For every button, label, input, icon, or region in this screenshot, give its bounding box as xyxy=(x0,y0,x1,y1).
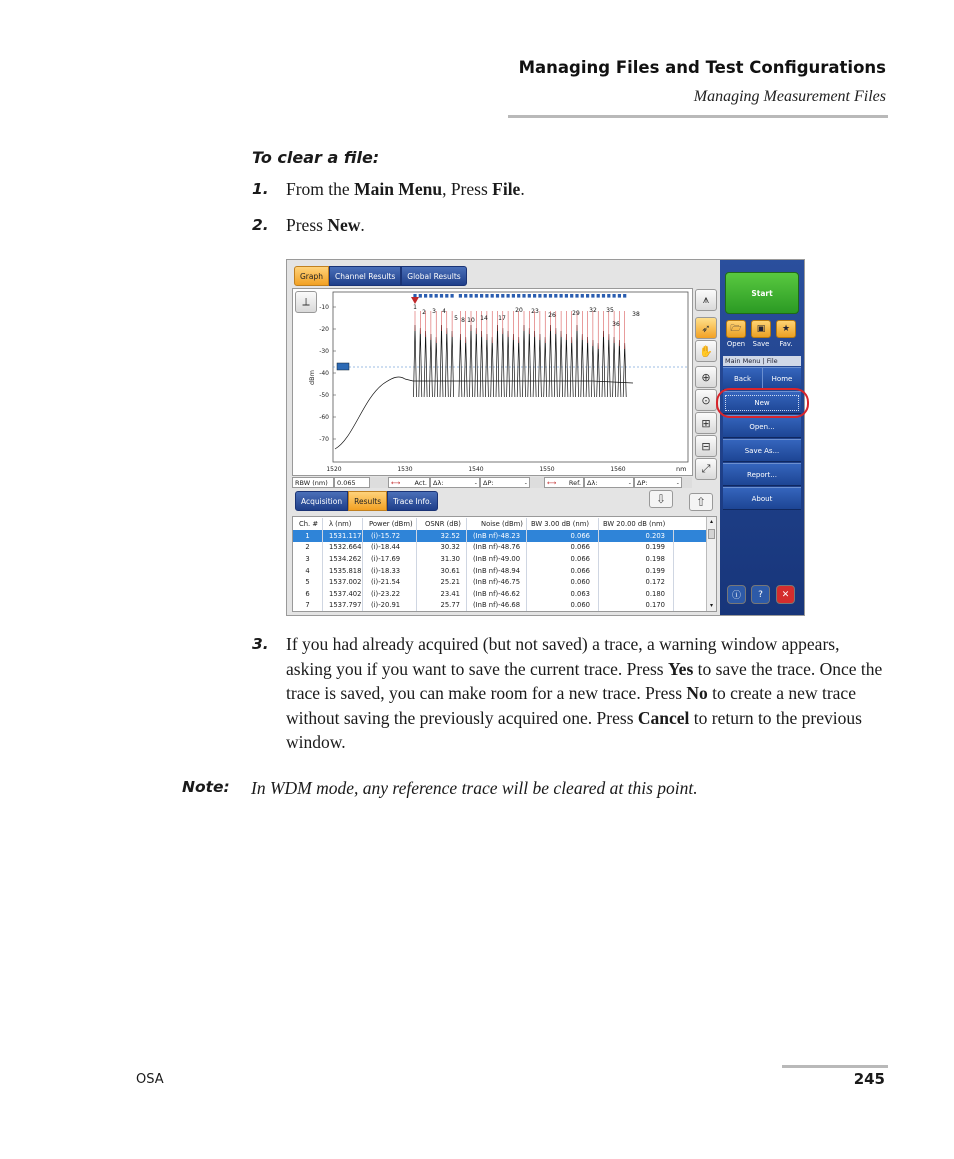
footer-product: OSA xyxy=(136,1072,164,1087)
table-cell: 32.52 xyxy=(417,530,467,542)
table-cell: 25.21 xyxy=(417,576,467,588)
zoom-area-icon[interactable]: ⊕ xyxy=(695,366,717,388)
table-cell: 23.41 xyxy=(417,588,467,600)
y-tick-label: -60 xyxy=(319,414,329,421)
new-button[interactable]: New xyxy=(723,391,801,414)
x-tick-label: 1540 xyxy=(468,466,484,473)
col-header[interactable]: Noise (dBm) xyxy=(467,518,527,530)
tab-channel-results[interactable]: Channel Results xyxy=(329,266,401,286)
step-text: If you had already acquired (but not saved) a trace, a warning window appears, asking you if you want to save the current trace. Press Yes to save the trace. Once the trace is saved, you can make room for a new trace. Press No to create a new trace without saving the previously acquired one. Press Cancel to return to the previous window. xyxy=(286,634,883,752)
step-number: 3. xyxy=(252,635,269,653)
table-cell: 30.61 xyxy=(417,565,467,577)
table-row[interactable] xyxy=(293,542,708,554)
table-row[interactable] xyxy=(293,565,708,577)
spectrum-svg xyxy=(293,289,694,477)
y-tick-label: -70 xyxy=(319,436,329,443)
channel-label: 36 xyxy=(612,321,620,328)
table-cell: 0.060 xyxy=(527,600,599,612)
favorite-star-icon[interactable]: ★ xyxy=(776,320,796,338)
table-header xyxy=(293,518,708,530)
channel-label: 29 xyxy=(572,310,580,317)
about-button[interactable]: About xyxy=(723,487,801,510)
fav-label: Fav. xyxy=(779,340,793,348)
y-tick-label: -20 xyxy=(319,326,329,333)
channel-indicator xyxy=(491,294,494,298)
marker-tool-icon[interactable]: ⟂ xyxy=(295,291,317,313)
channel-indicator xyxy=(613,294,616,298)
channel-indicator xyxy=(560,294,563,298)
channel-indicator xyxy=(469,294,472,298)
close-icon[interactable]: ✕ xyxy=(776,585,795,604)
col-header[interactable]: BW 3.00 dB (nm) xyxy=(527,518,599,530)
step-number: 2. xyxy=(252,216,269,234)
table-cell: 0.198 xyxy=(599,553,674,565)
channel-indicator xyxy=(607,294,610,298)
y-tick-label: -40 xyxy=(319,370,329,377)
x-tick-label: 1520 xyxy=(326,466,342,473)
channel-indicator xyxy=(522,294,525,298)
table-cell: 0.180 xyxy=(599,588,674,600)
step-text: From the Main Menu, Press File. xyxy=(286,179,525,199)
channel-label: 1 xyxy=(413,304,417,311)
tab-results[interactable]: Results xyxy=(348,491,387,511)
table-cell: 0.066 xyxy=(527,565,599,577)
scroll-thumb[interactable] xyxy=(708,529,715,539)
osa-screenshot xyxy=(286,259,805,616)
channel-indicator xyxy=(602,294,605,298)
table-scrollbar[interactable] xyxy=(706,517,716,611)
table-cell: 7 xyxy=(293,600,323,612)
table-cell: 1537.002 xyxy=(323,576,363,588)
channel-indicator xyxy=(544,294,547,298)
channel-indicator xyxy=(512,294,515,298)
channel-indicator xyxy=(429,294,432,298)
channel-label: 32 xyxy=(589,307,597,314)
table-cell: (i)-18.44 xyxy=(363,542,417,554)
zoom-icon[interactable]: ⊙ xyxy=(695,389,717,411)
breadcrumb: Main Menu | File xyxy=(723,356,801,366)
home-button[interactable]: Home xyxy=(762,367,801,390)
table-row[interactable] xyxy=(293,553,708,565)
channel-indicator xyxy=(496,294,499,298)
table-cell: 0.199 xyxy=(599,542,674,554)
page-number: 245 xyxy=(853,1070,885,1088)
save-disk-icon[interactable]: ▣ xyxy=(751,320,771,338)
hand-pan-icon[interactable]: ✋ xyxy=(695,340,717,362)
tab-global-results[interactable]: Global Results xyxy=(401,266,466,286)
table-row[interactable] xyxy=(293,576,708,588)
scroll-down-icon[interactable]: ▾ xyxy=(709,602,713,609)
scroll-up-icon[interactable]: ▴ xyxy=(709,518,713,525)
table-cell: 0.170 xyxy=(599,600,674,612)
table-cell: 30.32 xyxy=(417,542,467,554)
tab-graph[interactable]: Graph xyxy=(294,266,329,286)
table-cell: 1534.262 xyxy=(323,553,363,565)
chapter-title: Managing Files and Test Configurations xyxy=(518,58,886,77)
back-button[interactable]: Back xyxy=(723,367,762,390)
new-button-highlight xyxy=(716,388,809,418)
col-header[interactable]: BW 20.00 dB (nm) xyxy=(603,519,666,528)
channel-indicator xyxy=(533,294,536,298)
table-cell: 0.060 xyxy=(527,576,599,588)
table-cell: 0.066 xyxy=(527,542,599,554)
table-cell: 31.30 xyxy=(417,553,467,565)
channel-indicator xyxy=(565,294,568,298)
table-cell: 0.066 xyxy=(527,553,599,565)
rbw-label: RBW (nm) xyxy=(292,477,334,488)
zoom-in-icon[interactable]: ⊞ xyxy=(695,412,717,434)
table-cell: 1535.818 xyxy=(323,565,363,577)
procedure-title: To clear a file: xyxy=(252,148,380,167)
ref-marker-toggle[interactable]: ⟷ Ref. xyxy=(544,477,584,488)
channel-indicator xyxy=(445,294,448,298)
table-cell: (i)-20.91 xyxy=(363,600,417,612)
channel-indicator xyxy=(575,294,578,298)
results-table xyxy=(292,516,717,612)
channel-label: 8 xyxy=(461,317,465,324)
ref-delta-lambda: Δλ: - xyxy=(584,477,634,488)
report-button[interactable]: Report... xyxy=(723,463,801,486)
open-button[interactable]: Open... xyxy=(723,415,801,438)
channel-indicator xyxy=(501,294,504,298)
table-cell: (InB nf)-46.62 xyxy=(467,588,527,600)
channel-indicator xyxy=(507,294,510,298)
table-cell: 5 xyxy=(293,576,323,588)
channel-indicator xyxy=(517,294,520,298)
table-cell: 2 xyxy=(293,542,323,554)
channel-label: 3 xyxy=(432,308,436,315)
channel-label: 23 xyxy=(531,308,539,315)
table-cell: (InB nf)-46.75 xyxy=(467,576,527,588)
col-header[interactable]: OSNR (dB) xyxy=(417,518,467,530)
channel-indicator xyxy=(440,294,443,298)
step-number: 1. xyxy=(252,180,269,198)
channel-label: 5 xyxy=(454,315,458,322)
table-cell: 4 xyxy=(293,565,323,577)
col-header[interactable]: λ (nm) xyxy=(323,518,363,530)
result-tabs xyxy=(295,491,438,511)
channel-indicator xyxy=(424,294,427,298)
channel-indicator xyxy=(459,294,462,298)
channel-indicator xyxy=(597,294,600,298)
table-cell: (i)-23.22 xyxy=(363,588,417,600)
spectrum-view-icon[interactable]: ⩚ xyxy=(695,289,717,311)
table-cell: (i)-17.69 xyxy=(363,553,417,565)
open-folder-icon[interactable]: 🗁 xyxy=(726,320,746,338)
channel-indicator xyxy=(480,294,483,298)
tab-acquisition[interactable]: Acquisition xyxy=(295,491,348,511)
col-header[interactable]: Power (dBm) xyxy=(363,518,417,530)
act-delta-power: ΔP: - xyxy=(480,477,530,488)
x-tick-label: 1560 xyxy=(610,466,626,473)
rbw-value: 0.065 xyxy=(334,477,370,488)
channel-indicator xyxy=(528,294,531,298)
x-tick-label: 1550 xyxy=(539,466,555,473)
table-row[interactable] xyxy=(293,530,708,542)
pointer-icon[interactable]: ➶ xyxy=(695,317,717,339)
table-cell: 0.199 xyxy=(599,565,674,577)
ref-delta-power: ΔP: - xyxy=(634,477,682,488)
col-header[interactable]: Ch. # xyxy=(293,518,323,530)
table-cell: (i)-15.72 xyxy=(363,530,417,542)
channel-label: 4 xyxy=(442,308,446,315)
save-as-button[interactable]: Save As... xyxy=(723,439,801,462)
start-button[interactable]: Start xyxy=(725,272,799,314)
channel-indicator xyxy=(464,294,467,298)
table-cell: 0.066 xyxy=(527,530,599,542)
table-cell: (InB nf)-46.68 xyxy=(467,600,527,612)
step-text: Press New. xyxy=(286,215,365,235)
table-cell: 0.172 xyxy=(599,576,674,588)
channel-indicator xyxy=(618,294,621,298)
y-tick-label: -50 xyxy=(319,392,329,399)
y-tick-label: -30 xyxy=(319,348,329,355)
note-label: Note: xyxy=(182,778,230,796)
footer-rule xyxy=(782,1065,888,1068)
table-cell: 1537.797 xyxy=(323,600,363,612)
main-tabs xyxy=(294,266,467,286)
channel-indicator xyxy=(581,294,584,298)
table-cell: (InB nf)-48.23 xyxy=(467,530,527,542)
table-cell: (i)-18.33 xyxy=(363,565,417,577)
open-label: Open xyxy=(726,340,746,348)
channel-indicator xyxy=(623,294,626,298)
arrow-down-icon[interactable]: ⇩ xyxy=(649,490,673,508)
channel-indicator xyxy=(554,294,557,298)
channel-label: 38 xyxy=(632,311,640,318)
act-marker-toggle[interactable]: ⟷ Act. xyxy=(388,477,430,488)
y-unit-label: dBm xyxy=(308,370,316,385)
channel-indicator xyxy=(549,294,552,298)
channel-label: 26 xyxy=(548,312,556,319)
channel-label: 2 xyxy=(422,309,426,316)
table-cell: 1531.117 xyxy=(323,530,363,542)
note-text: In WDM mode, any reference trace will be cleared at this point. xyxy=(251,778,698,798)
spectrum-graph xyxy=(292,288,693,476)
table-cell: 6 xyxy=(293,588,323,600)
arrow-up-icon[interactable]: ⇧ xyxy=(689,493,713,511)
full-view-icon[interactable]: ⤢ xyxy=(695,458,717,480)
info-icon[interactable]: ⓘ xyxy=(727,585,746,604)
channel-indicator xyxy=(475,294,478,298)
channel-indicator xyxy=(435,294,438,298)
channel-indicator xyxy=(538,294,541,298)
header-rule xyxy=(508,115,888,118)
table-row[interactable] xyxy=(293,600,708,612)
channel-indicator xyxy=(451,294,454,298)
table-cell: 3 xyxy=(293,553,323,565)
x-tick-label: 1530 xyxy=(397,466,413,473)
channel-indicator xyxy=(591,294,594,298)
save-label: Save xyxy=(752,340,770,348)
channel-label: 10 xyxy=(467,317,475,324)
table-cell: 1532.664 xyxy=(323,542,363,554)
section-subtitle: Managing Measurement Files xyxy=(693,88,886,105)
measurement-bar xyxy=(292,477,692,488)
help-icon[interactable]: ? xyxy=(751,585,770,604)
tab-trace-info[interactable]: Trace Info. xyxy=(387,491,438,511)
table-cell: 1 xyxy=(293,530,323,542)
table-cell: (InB nf)-48.94 xyxy=(467,565,527,577)
y-tick-label: -10 xyxy=(319,304,329,311)
channel-indicator xyxy=(419,294,422,298)
zoom-out-icon[interactable]: ⊟ xyxy=(695,435,717,457)
table-cell: 0.063 xyxy=(527,588,599,600)
act-delta-lambda: Δλ: - xyxy=(430,477,480,488)
channel-label: 14 xyxy=(480,315,488,322)
table-cell: 1537.402 xyxy=(323,588,363,600)
channel-label: 20 xyxy=(515,307,523,314)
channel-indicator xyxy=(570,294,573,298)
channel-indicator xyxy=(485,294,488,298)
main-menu-panel xyxy=(720,260,804,615)
channel-indicator xyxy=(586,294,589,298)
table-cell: (InB nf)-48.76 xyxy=(467,542,527,554)
table-cell: 0.203 xyxy=(599,530,674,542)
table-row[interactable] xyxy=(293,588,708,600)
table-cell: (InB nf)-49.00 xyxy=(467,553,527,565)
channel-label: 35 xyxy=(606,307,614,314)
table-cell: (i)-21.54 xyxy=(363,576,417,588)
channel-label: 17 xyxy=(498,315,506,322)
x-unit-label: nm xyxy=(676,465,687,473)
table-cell: 25.77 xyxy=(417,600,467,612)
